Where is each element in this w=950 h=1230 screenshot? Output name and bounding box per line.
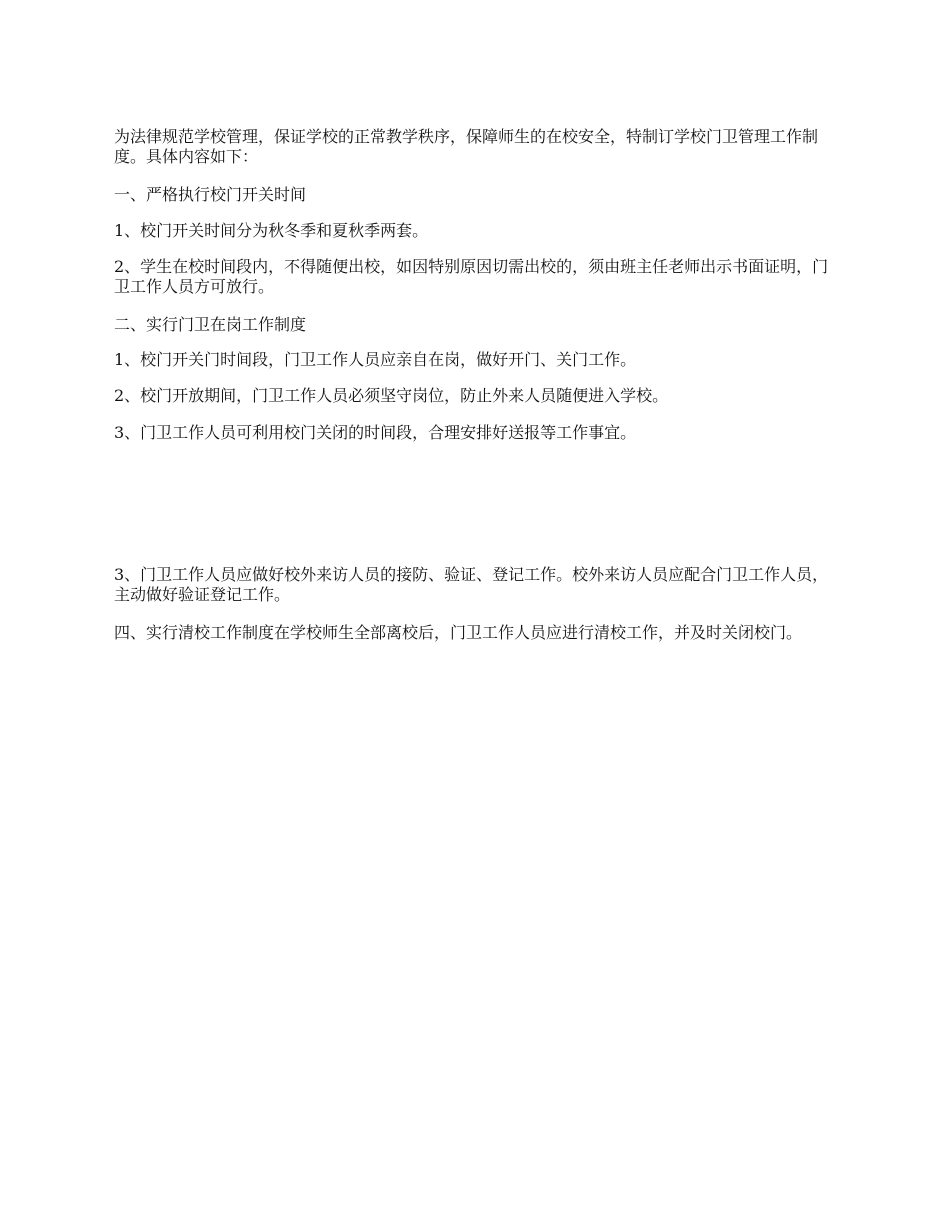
list-item: 1、校门开关时间分为秋冬季和夏秋季两套。	[114, 221, 429, 240]
list-item: 3、门卫工作人员应做好校外来访人员的接防、验证、登记工作。校外来访人员应配合门卫工作人员，主动做好验证登记工作。	[114, 565, 829, 604]
list-item: 3、门卫工作人员可利用校门关闭的时间段，合理安排好送报等工作事宜。	[114, 423, 637, 442]
list-item: 1、校门开关门时间段，门卫工作人员应亲自在岗，做好开门、关门工作。	[114, 350, 637, 369]
section-heading-4: 四、实行清校工作制度在学校师生全部离校后，门卫工作人员应进行清校工作，并及时关闭校门。	[114, 623, 803, 642]
intro-paragraph: 为法律规范学校管理，保证学校的正常教学秩序，保障师生的在校安全，特制订学校门卫管理工作制度。具体内容如下：	[114, 127, 819, 166]
list-item: 2、学生在校时间段内，不得随便出校，如因特别原因切需出校的，须由班主任老师出示书面证明，门卫工作人员方可放行。	[114, 257, 829, 296]
section-heading-1: 一、严格执行校门开关时间	[114, 185, 307, 204]
section-heading-2: 二、实行门卫在岗工作制度	[114, 315, 307, 334]
list-item: 2、校门开放期间，门卫工作人员必须坚守岗位，防止外来人员随便进入学校。	[114, 386, 669, 405]
